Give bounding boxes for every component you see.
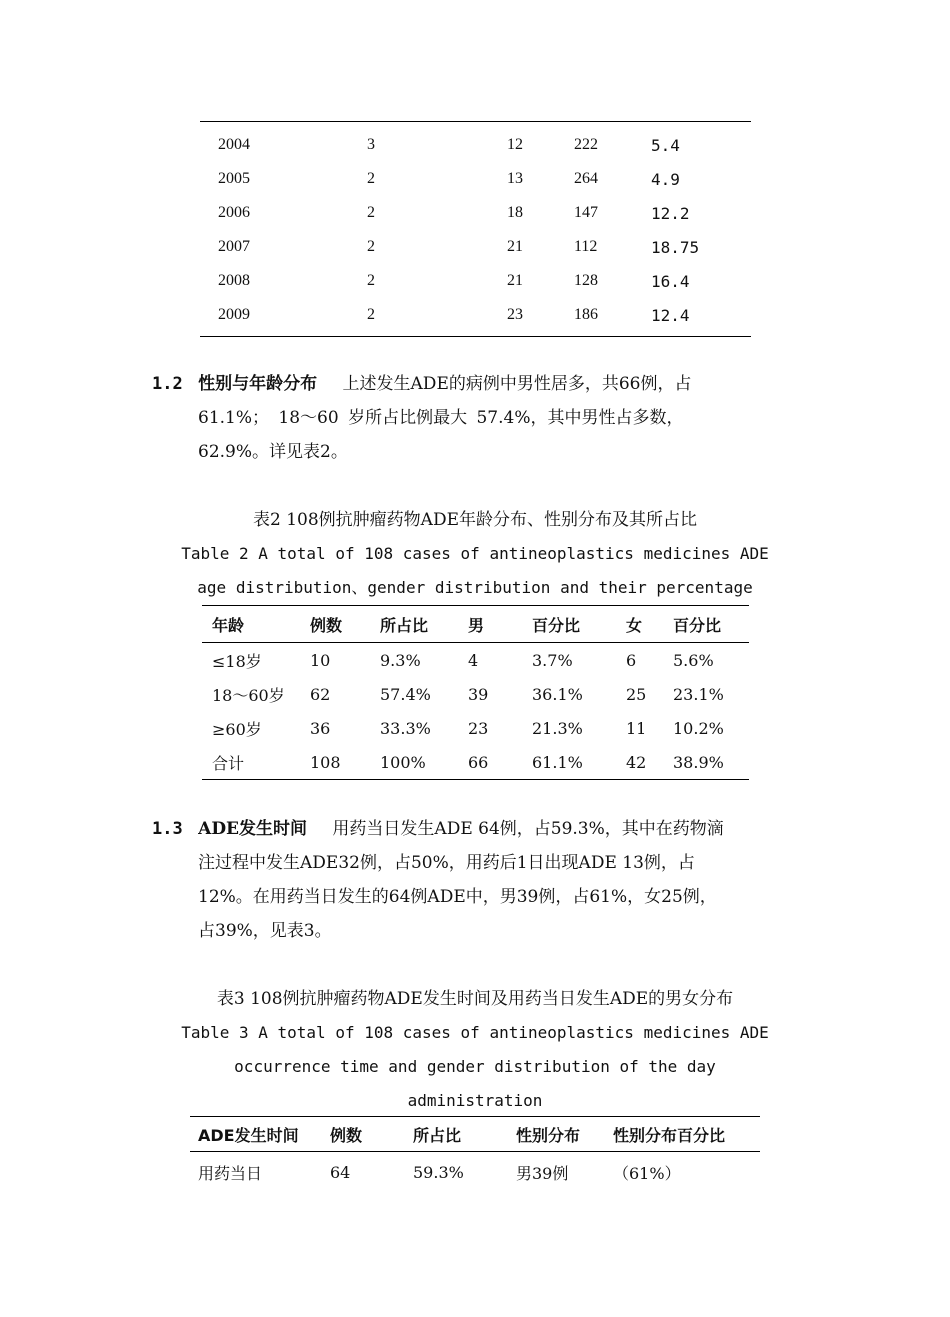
table-row: 2009 2 23 186 12.4 (218, 305, 690, 325)
table2-caption-en-2: age distribution、gender distribution and their percentage (197, 578, 753, 597)
table-row: 2006 2 18 147 12.2 (218, 203, 690, 223)
table3-caption-cn: 表3 108例抗肿瘤药物ADE发生时间及用药当日发生ADE的男女分布 (216, 989, 734, 1009)
table-row: 2005 2 13 264 4.9 (218, 169, 680, 189)
table3-caption-en-2: occurrence time and gender distribution of the day (234, 1057, 716, 1076)
table-ade-time (190, 1116, 760, 1192)
table-header-row: 年龄 例数 所占比 男 百分比 女 百分比 (202, 606, 749, 643)
table1-body (200, 122, 751, 337)
table-row: ≥60岁 36 33.3% 23 21.3% 11 10.2% (212, 718, 724, 739)
table-row: 2004 3 12 222 5.4 (218, 135, 680, 155)
section-heading: 性别与年龄分布 (198, 374, 318, 394)
table-row: 2007 2 21 112 18.75 (218, 237, 700, 257)
table3-caption-en-1: Table 3 A total of 108 cases of antineoplastics medicines ADE (181, 1023, 769, 1042)
table-age-gender (202, 605, 749, 780)
section-1-2-paragraph: 1.2 性别与年龄分布 上述发生ADE的病例中男性居多，共66例，占 61.1%； 18～60 岁所占比例最大 57.4%，其中男性占多数， 62.9%。详见表2。 (152, 374, 692, 462)
section-heading: ADE发生时间 (198, 819, 308, 839)
table-row: ≤18岁 10 9.3% 4 3.7% 6 5.6% (212, 650, 714, 671)
table-row: 18～60岁 62 57.4% 39 36.1% 25 23.1% (212, 684, 724, 705)
table2-caption-cn: 表2 108例抗肿瘤药物ADE年龄分布、性别分布及其所占比 (253, 510, 697, 530)
table3-caption-en-3: administration (407, 1091, 543, 1110)
section-1-3-paragraph: 1.3 ADE发生时间 用药当日发生ADE 64例，占59.3%，其中在药物滴 注过程中发生ADE32例，占50%，用药后1日出现ADE 13例，占 12%。在用药当日发生的64例ADE中，男39例，占61%，女25例， 占39%，见表3。 (152, 819, 724, 941)
table-row: 合计 108 100% 66 61.1% 42 38.9% (212, 752, 724, 773)
table2-caption-en-1: Table 2 A total of 108 cases of antineoplastics medicines ADE (181, 544, 769, 563)
table-row: 2008 2 21 128 16.4 (218, 271, 690, 291)
table-row: 用药当日 64 59.3% 男39例 （61%） (198, 1162, 681, 1183)
table-header-row: ADE发生时间 例数 所占比 性别分布 性别分布百分比 (190, 1117, 760, 1152)
table-yearly-ade (200, 121, 751, 337)
